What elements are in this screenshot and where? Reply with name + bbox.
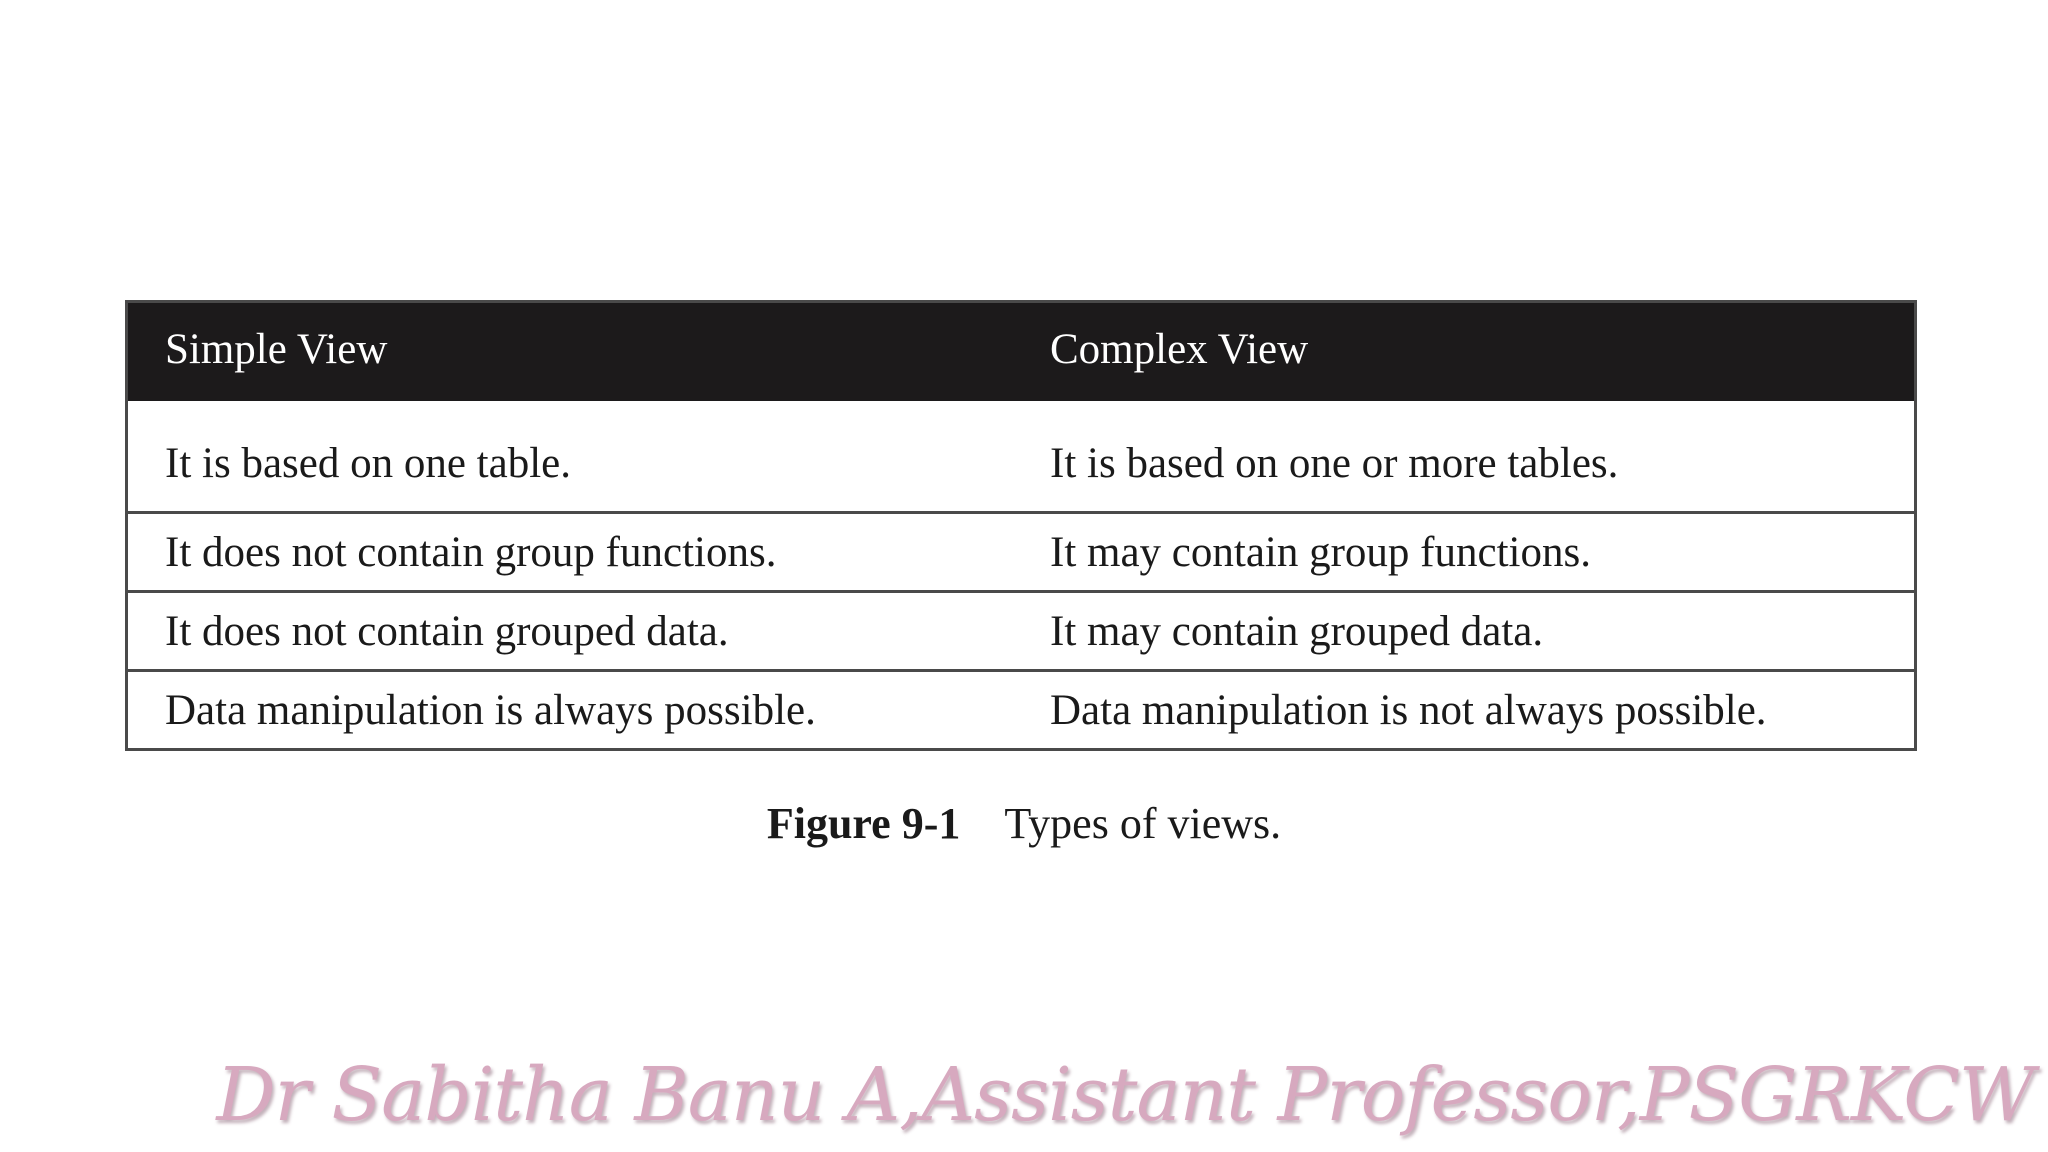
simple-view-cell: Data manipulation is always possible. [127, 671, 1014, 750]
table-row [127, 513, 1916, 592]
complex-view-cell: It may contain grouped data. [1013, 592, 1916, 671]
simple-view-cell: It is based on one table. [165, 439, 572, 487]
table-row [127, 671, 1916, 750]
figure-caption [0, 798, 2048, 849]
table-header-row [127, 302, 1916, 402]
figure-caption-text: Types of views. [1004, 799, 1282, 848]
header-simple-view: Simple View [127, 302, 1014, 402]
complex-view-cell: Data manipulation is not always possible. [1013, 671, 1916, 750]
simple-view-cell: It does not contain grouped data. [127, 592, 1014, 671]
simple-view-cell: It does not contain group functions. [127, 513, 1014, 592]
table-row [127, 401, 1916, 513]
author-watermark: Dr Sabitha Banu A,Assistant Professor,PSGRKCW [216, 1052, 2034, 1138]
figure-label: Figure 9-1 [766, 799, 961, 848]
complex-view-cell: It is based on one or more tables. [1050, 439, 1619, 487]
views-comparison-table [125, 300, 1917, 751]
complex-view-cell: It may contain group functions. [1013, 513, 1916, 592]
table-row [127, 592, 1916, 671]
header-complex-view: Complex View [1013, 302, 1916, 402]
